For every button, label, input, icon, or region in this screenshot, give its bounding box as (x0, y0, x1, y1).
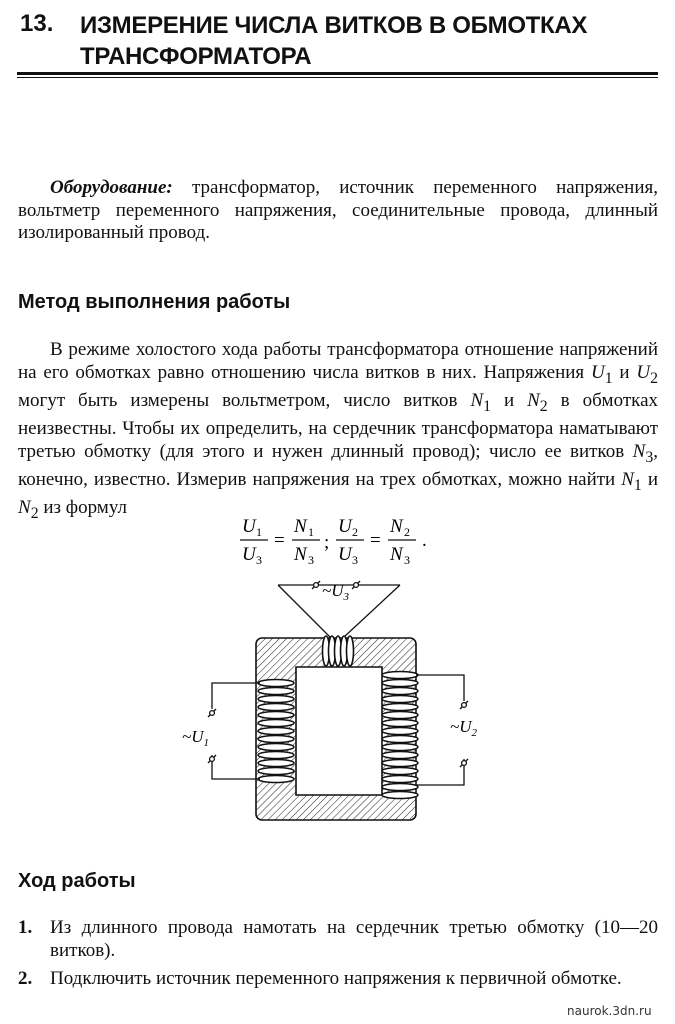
list-item (18, 917, 658, 962)
method-text: могут быть измерены вольтметром, число витков (18, 389, 471, 411)
var-n: N (18, 497, 31, 519)
terminal-icon (208, 755, 216, 763)
section-number: 13. (20, 10, 54, 37)
method-text: В режиме холостого хода работы трансформатора отношение напряжений на его обмотках равно отношению числа витков в них. Напряжения (18, 339, 658, 383)
equals-sign: = (274, 530, 285, 551)
terminal-icon (208, 709, 216, 717)
list-item (18, 968, 658, 991)
sub: 2 (404, 525, 410, 539)
var-n: N (632, 440, 646, 462)
method-text: и (491, 389, 528, 411)
sub: 1 (308, 525, 314, 539)
transformer-diagram (180, 575, 500, 835)
sub: 3 (256, 553, 262, 567)
method-text: и (641, 468, 658, 490)
watermark: naurok.3dn.ru (567, 1004, 652, 1018)
fraction-u2-u3 (336, 516, 364, 567)
sub: 3 (308, 553, 314, 567)
sub: 1 (483, 397, 492, 415)
terminal-icon (460, 701, 468, 709)
equipment-label: Оборудование: (50, 177, 173, 198)
sub: 2 (352, 525, 358, 539)
label-u1: $\sim U_1$ (182, 727, 209, 749)
var-u: U (636, 361, 651, 383)
method-text: в обмотках неизвестны. Чтобы их определить, на сердечник трансформатора наматывают третью обмотку (для этого и нужен длинный провод); число ее витков (18, 389, 659, 462)
semicolon: ; (324, 532, 330, 553)
sub: 2 (539, 397, 548, 415)
var-u: U (590, 361, 605, 383)
sub: 3 (645, 448, 654, 466)
period: . (422, 530, 427, 551)
third-winding-coil (323, 636, 354, 666)
method-heading: Метод выполнения работы (18, 291, 291, 313)
var-n: N (294, 516, 307, 537)
section-title: ИЗМЕРЕНИЕ ЧИСЛА ВИТКОВ В ОБМОТКАХ ТРАНСФОРМАТОРА (80, 12, 588, 70)
var-n: N (390, 544, 403, 565)
var-u: U (242, 544, 256, 565)
var-n: N (527, 389, 540, 411)
var-u: U (338, 516, 352, 537)
sub: 3 (352, 553, 358, 567)
method-paragraph (18, 339, 658, 525)
sub: 1 (604, 369, 613, 387)
fraction-u1-u3 (240, 516, 268, 567)
work-heading: Ход работы (18, 870, 136, 892)
header-rule-thin (17, 77, 658, 78)
terminal-icon (352, 581, 360, 589)
header-rule-thick (17, 72, 658, 75)
equals-sign: = (370, 530, 381, 551)
var-u: U (338, 544, 352, 565)
sub: 2 (650, 369, 658, 387)
fraction-n2-n3 (388, 516, 416, 567)
sub: 1 (256, 525, 262, 539)
var-u: U (242, 516, 256, 537)
label-u3: $\sim U_3$ (322, 581, 349, 603)
equipment-text: трансформатор, источник переменного напряжения, вольтметр переменного напряжения, соединительные провода, длинный изолированный провод. (18, 177, 658, 243)
method-text: и (612, 361, 637, 383)
ratio-formula (200, 512, 480, 568)
sub: 2 (30, 504, 39, 522)
sub: 3 (404, 553, 410, 567)
var-n: N (621, 468, 634, 490)
step-number: 2. (18, 968, 33, 989)
var-n: N (470, 389, 484, 411)
step-text: Из длинного провода намотать на сердечник третью обмотку (10—20 витков). (50, 917, 658, 961)
primary-leads (212, 683, 260, 779)
var-n: N (294, 544, 307, 565)
terminal-icon (460, 759, 468, 767)
step-number: 1. (18, 917, 33, 938)
terminal-icon (312, 581, 320, 589)
step-text: Подключить источник переменного напряжения к первичной обмотке. (50, 968, 622, 989)
equipment-paragraph (18, 177, 658, 245)
label-u2: $\sim U_2$ (450, 717, 477, 739)
work-steps (18, 917, 658, 997)
var-n: N (390, 516, 403, 537)
method-text: из формул (38, 497, 127, 519)
sub: 1 (633, 476, 642, 494)
method-text: , конечно, известно. Измерив напряжения на трех обмотках, можно найти (18, 440, 658, 490)
fraction-n1-n3 (292, 516, 320, 567)
